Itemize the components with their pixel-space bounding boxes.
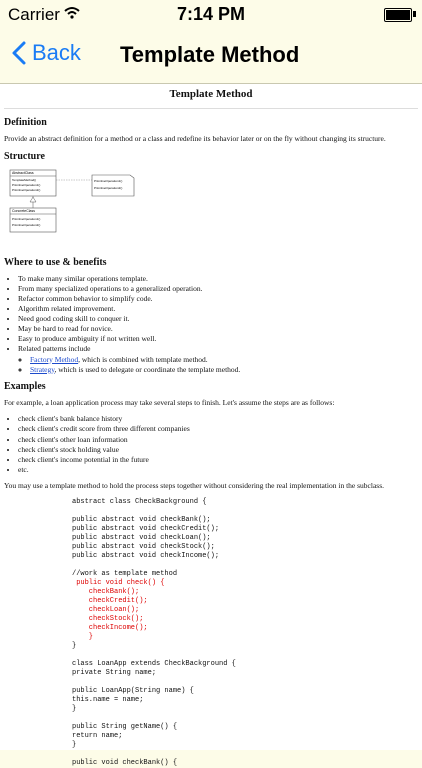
list-item: • From many specialized operations to a generalized operation. [18,284,418,294]
list-item: • check client's stock holding value [18,445,418,455]
concrete-op: PrimitiveOperation2() [12,222,41,227]
clock: 7:14 PM [176,4,246,24]
code-line: public abstract void checkCredit(); [72,524,220,533]
concrete-op: PrimitiveOperation1() [12,216,41,221]
related-text: , which is combined with template method. [78,354,208,364]
code-line: checkIncome(); [72,623,148,632]
examples-intro: For example, a loan application process may take several steps to finish. Let's assume the steps are as follows: [4,397,335,407]
abstract-op: PrimitiveOperation2() [12,187,41,192]
list-item: • check client's income potential in the future [18,455,418,465]
code-line: checkBank(); [72,587,140,596]
code-line: public void check() { [72,578,165,587]
abstract-class-name: AbstractClass [12,170,34,175]
back-button[interactable] [12,40,81,66]
list-item: • etc. [18,465,418,475]
code-line: public abstract void checkLoan(); [72,533,211,542]
related-item [30,365,418,375]
doc-title: Template Method [169,88,253,100]
examples-outro: You may use a template method to hold the process steps together without considering the real implementation in the subclass. [4,481,384,490]
code-line [72,714,418,723]
list-item: • To make many similar operations template. [18,274,418,284]
code-line [72,507,418,516]
code-line: public abstract void checkIncome(); [72,551,220,560]
code-line: abstract class CheckBackground { [72,497,207,506]
web-content[interactable] [0,84,422,767]
code-line: checkStock(); [72,614,144,623]
code-line: //work as template method [72,569,178,578]
code-line: checkCredit(); [72,596,148,605]
related-label: Related patterns include [18,344,91,354]
uml-diagram [8,168,148,238]
definition-heading: Definition [4,117,47,128]
code-line: public void checkBank() { [72,758,178,767]
list-item: • check client's credit score from three different companies [18,424,418,434]
code-line: } [72,704,77,713]
carrier-label: Carrier [8,5,60,24]
related-text: , which is used to delegate or coordinate the template method. [54,364,241,374]
note-op: PrimitiveOperation2() [94,185,123,190]
code-line: } [72,740,77,749]
code-line [72,651,418,660]
back-label: Back [32,40,81,65]
related-list [18,355,418,375]
code-line: public abstract void checkStock(); [72,542,215,551]
list-item: • May be hard to read for novice. [18,324,418,334]
abstract-op: PrimitiveOperation1() [12,182,41,187]
related-item [30,355,418,365]
battery-icon [384,8,412,22]
chevron-left-icon [12,41,26,65]
list-item: • Algorithm related improvement. [18,304,418,314]
code-line [72,750,418,759]
list-item: • Refactor common behavior to simplify code. [18,294,418,304]
code-line: checkLoan(); [72,605,140,614]
benefits-list [4,274,418,375]
code-line: public String getName() { [72,722,178,731]
code-line: public abstract void checkBank(); [72,515,211,524]
definition-text: Provide an abstract definition for a method or a class and redefine its behavior later or on the fly without changing its structure. [4,134,386,143]
list-item: • check client's other loan information [18,435,418,445]
examples-list [4,414,418,475]
status-bar [0,0,422,30]
note-op: PrimitiveOperation1() [94,178,123,183]
strategy-link[interactable]: Strategy [30,364,55,374]
code-line: } [72,641,77,650]
code-line: this.name = name; [72,695,144,704]
list-item: • check client's bank balance history [18,414,418,424]
code-line [72,561,418,570]
nav-title: Template Method [120,42,300,67]
list-item: • Need good coding skill to conquer it. [18,314,418,324]
divider [4,108,418,109]
code-line: private String name; [72,668,157,677]
code-line: } [72,632,94,641]
code-block [72,498,418,768]
structure-heading: Structure [4,150,45,162]
examples-heading: Examples [4,380,46,392]
code-line: class LoanApp extends CheckBackground { [72,659,236,668]
code-line [72,678,418,687]
list-item: • Easy to produce ambiguity if not written well. [18,334,418,344]
code-line: public LoanApp(String name) { [72,686,194,695]
where-heading: Where to use & benefits [4,256,107,268]
abstract-op: TemplateMethod() [12,177,37,182]
navigation-bar [0,30,422,84]
battery-tip [413,11,416,17]
code-line: return name; [72,731,123,740]
factory-method-link[interactable]: Factory Method [30,354,79,364]
list-item [18,344,418,374]
concrete-class-name: ConcreteClass [12,208,35,213]
